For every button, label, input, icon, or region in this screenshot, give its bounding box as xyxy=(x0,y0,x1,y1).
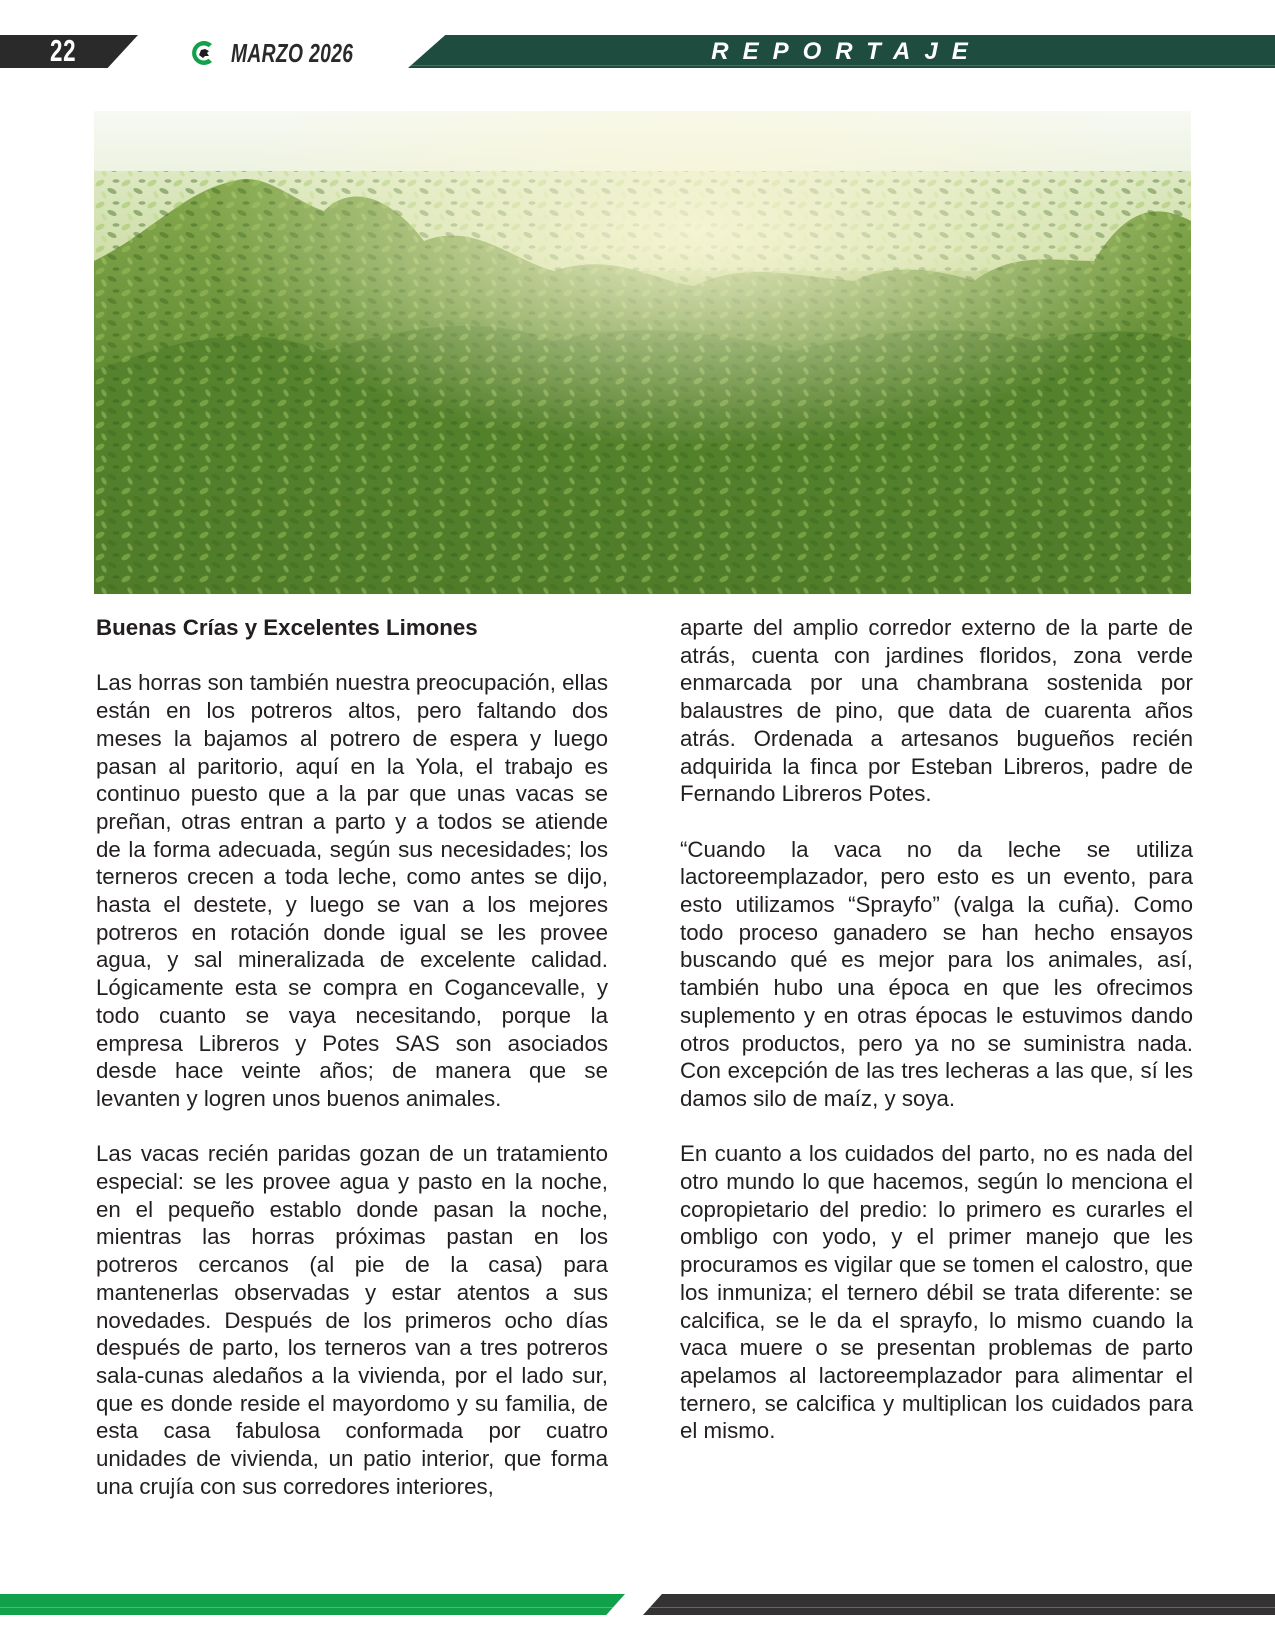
article-paragraph: Las horras son también nuestra preocupación, ellas están en los potreros altos, pero faltando dos meses la bajamos al potrero de espera y luego pasan al paritorio, aquí en la Yola, el trabajo es continuo puesto que a la par que unas vacas se preñan, otras entran a parto y a todos se atiende de la forma adecuada, según sus necesidades; los terneros crecen a toda leche, como antes se dijo, hasta el destete, y luego se van a los mejores potreros en rotación donde igual se les provee agua, y sal mineralizada de excelente calidad. Lógicamente esta se compra en Cogancevalle, y todo cuanto se vaya necesitando, porque la empresa Libreros y Potes SAS son asociados desde hace veinte años; de manera que se levanten y logren unos buenos animales. xyxy=(96,670,608,1111)
article-paragraph: aparte del amplio corredor externo de la parte de atrás, cuenta con jardines floridos, zona verde enmarcada por una chambrana sostenida por balaustres de pino, que data de cuarenta años atrás. Ordenada a artesanos bugueños recién adquirida la finca por Esteban Libreros, padre de Fernando Libreros Potes. xyxy=(680,615,1193,807)
page-number: 22 xyxy=(50,33,77,68)
cogancevalle-logo-icon xyxy=(188,38,218,68)
limon-orchard-photo xyxy=(94,111,1191,594)
article-column-left xyxy=(96,614,608,1528)
footer-green-stripe xyxy=(0,1594,625,1615)
section-label: REPORTAJE xyxy=(711,38,982,65)
article-paragraph: “Cuando la vaca no da leche se utiliza lactoreemplazador, pero esto es un evento, para esto utilizamos “Sprayfo” (valga la cuña). Como todo proceso ganadero se han hecho ensayos buscando qué es mejor para los animales, así, también hubo una época en que les ofrecimos suplemento y en otras épocas le estuvimos dando otros productos, pero ya no se suministra nada. Con excepción de las tres lecheras a las que, sí les damos silo de maíz, y soya. xyxy=(680,836,1193,1111)
footer-dark-stripe xyxy=(643,1594,1275,1615)
issue-date: MARZO 2026 xyxy=(231,38,354,68)
article-subheading: Buenas Crías y Excelentes Limones xyxy=(96,615,478,640)
article-paragraph: En cuanto a los cuidados del parto, no es nada del otro mundo lo que hacemos, según lo menciona el copropietario del predio: lo primero es curarles el ombligo con yodo, y el primer manejo que les procuramos es vigilar que se tomen el calostro, que los inmuniza; el ternero débil se trata diferente: se calcifica, se le da el sprayfo, lo mismo cuando la vaca muere o se presentan problemas de parto apelamos al lactoreemplazador para alimentar el ternero, se calcifica y multiplican los cuidados para el mismo. xyxy=(680,1141,1193,1444)
article-paragraph: Las vacas recién paridas gozan de un tratamiento especial: se les provee agua y pasto en la noche, en el pequeño establo donde pasan la noche, mientras las horras próximas pastan en los potreros cercanos (al pie de la casa) para mantenerlas observadas y estar atentos a sus novedades. Después de los primeros ocho días después de parto, los terneros van a tres potreros sala-cunas aledaños a la vivienda, por el lado sur, que es donde reside el mayordomo y su familia, de esta casa fabulosa conformada por cuatro unidades de vivienda, un patio interior, que forma una crujía con sus corredores interiores, xyxy=(96,1141,608,1499)
article-column-right xyxy=(680,614,1193,1473)
